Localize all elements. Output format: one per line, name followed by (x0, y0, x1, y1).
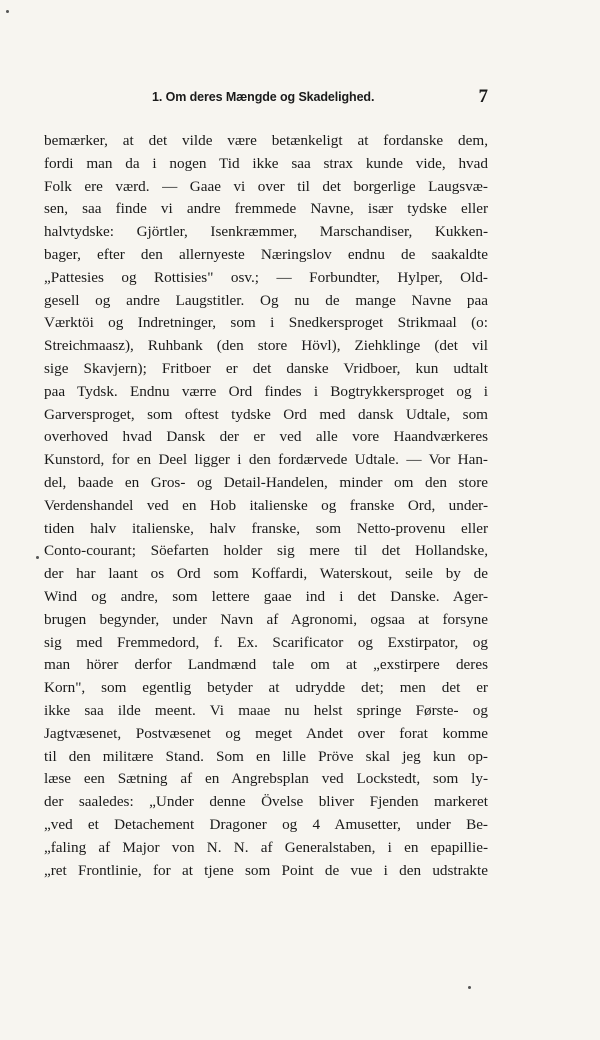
page-number: 7 (478, 86, 488, 107)
text-line: bemærker, at det vilde være betænkeligt at fordanske dem, (44, 132, 488, 149)
text-line: tiden halv italienske, halv franske, som Netto-provenu eller (44, 519, 488, 537)
print-speck (6, 10, 9, 13)
text-line: Værktöi og Indretninger, som i Snedkersproget Strikmaal (o: (44, 314, 488, 332)
print-speck (36, 556, 39, 559)
text-line: del, baade en Gros- og Detail-Handelen, minder om den store (44, 473, 488, 491)
body-text (44, 130, 488, 882)
text-line: fordi man da i nogen Tid ikke saa strax kunde vide, hvad (44, 154, 488, 172)
text-line: overhoved hvad Dansk der er ved alle vore Haandværkeres (44, 428, 488, 446)
text-line: paa Tydsk. Endnu værre Ord findes i Bogtrykkersproget og i (44, 382, 488, 400)
text-line: læse een Sætning af en Angrebsplan ved Lockstedt, som ly- (44, 770, 488, 788)
text-line: Wind og andre, som lettere gaae ind i det Danske. Ager- (44, 587, 488, 605)
text-line: „ved et Detachement Dragoner og 4 Amusetter, under Be- (44, 815, 488, 833)
text-line: bager, efter den allernyeste Næringslov endnu de saakaldte (44, 245, 488, 263)
text-line: Korn", som egentlig betyder at udrydde det; men det er (44, 679, 488, 697)
text-line: man hörer derfor Landmænd tale om at „exstirpere deres (44, 656, 488, 674)
chapter-title: 1. Om deres Mængde og Skadelighed. (152, 90, 375, 104)
text-line: Verdenshandel ved en Hob italienske og franske Ord, under- (44, 496, 488, 514)
text-line: til den militære Stand. Som en lille Pröve skal jeg kun op- (44, 747, 488, 765)
text-line: Jagtvæsenet, Postvæsenet og meget Andet over forat komme (44, 724, 488, 742)
text-line: sen, saa finde vi andre fremmede Navne, især tydske eller (44, 200, 488, 218)
text-line: der har laant os Ord som Koffardi, Waterskout, seile by de (44, 565, 488, 583)
text-line: Folk ere værd. — Gaae vi over til det borgerlige Laugsvæ- (44, 177, 488, 195)
text-line: der saaledes: „Under denne Övelse bliver Fjenden markeret (44, 793, 488, 811)
text-line: Conto-courant; Söefarten holder sig mere til det Hollandske, (44, 542, 488, 560)
text-line: brugen begynder, under Navn af Agronomi, ogsaa at forsyne (44, 610, 488, 628)
text-line: Garversproget, som oftest tydske Ord med dansk Udtale, som (44, 405, 488, 423)
text-line: gesell og andre Laugstitler. Og nu de mange Navne paa (44, 291, 488, 309)
text-line: sige Skavjern); Fritboer er det danske Vridboer, kun udtalt (44, 359, 488, 377)
text-line: halvtydske: Gjörtler, Isenkræmmer, Marschandiser, Kukken- (44, 223, 488, 241)
print-speck (468, 986, 471, 989)
text-line: Streichmaasz), Ruhbank (den store Hövl), Ziehklinge (det vil (44, 337, 488, 355)
text-line: „faling af Major von N. N. af Generalstaben, i en epapillie- (44, 838, 488, 856)
text-line: Kunstord, for en Deel ligger i den fordærvede Udtale. — Vor Han- (44, 451, 488, 469)
running-header (44, 86, 488, 112)
text-line: „Pattesies og Rottisies" osv.; — Forbundter, Hylper, Old- (44, 268, 488, 286)
text-line: sig med Fremmedord, f. Ex. Scarificator og Exstirpator, og (44, 633, 488, 651)
text-line: „ret Frontlinie, for at tjene som Point de vue i den udstrakte (44, 861, 488, 879)
text-line: ikke saa ilde meent. Vi maae nu helst springe Første- og (44, 701, 488, 719)
